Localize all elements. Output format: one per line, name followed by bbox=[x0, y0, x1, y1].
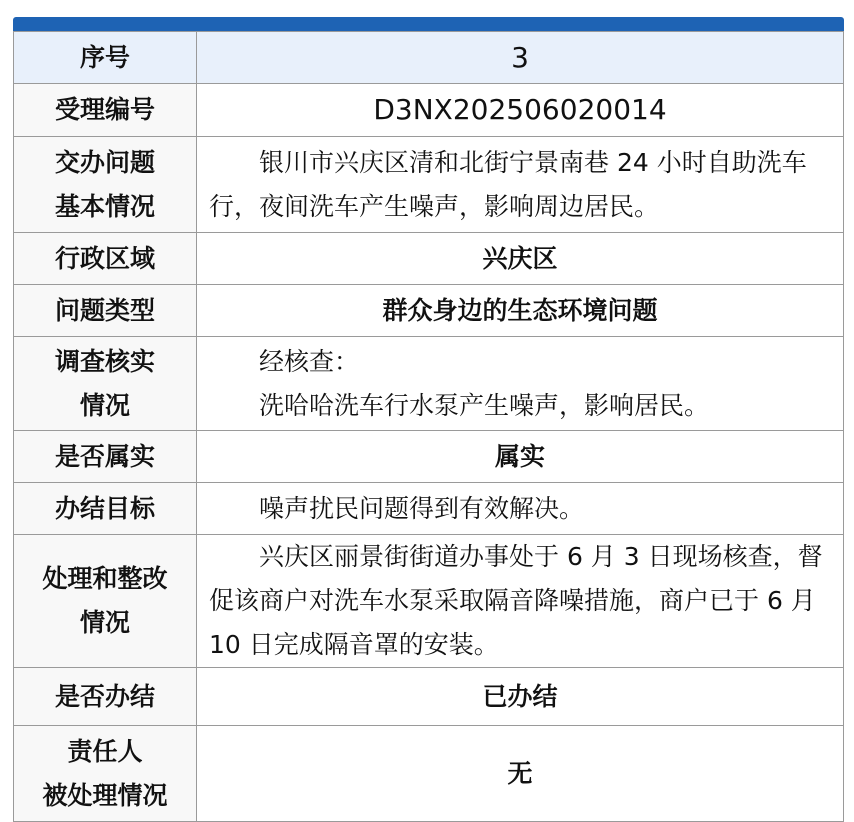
table-row bbox=[14, 337, 844, 431]
investigation-label: 调查核实 情况 bbox=[14, 337, 197, 431]
table-row bbox=[14, 233, 844, 285]
table-row bbox=[14, 285, 844, 337]
table-row bbox=[14, 32, 844, 84]
serial-value: 3 bbox=[197, 32, 844, 84]
handling-value: 兴庆区丽景街街道办事处于 6 月 3 日现场核查，督促该商户对洗车水泵采取隔音降噪措施，商户已于 6 月 10 日完成隔音罩的安装。 bbox=[209, 542, 823, 659]
investigation-line2: 洗哈哈洗车行水泵产生噪声，影响居民。 bbox=[259, 390, 710, 420]
is-true-label: 是否属实 bbox=[14, 431, 197, 483]
problem-type-value: 群众身边的生态环境问题 bbox=[197, 285, 844, 337]
table-row bbox=[14, 535, 844, 668]
table-row bbox=[14, 137, 844, 233]
table-row bbox=[14, 483, 844, 535]
closed-label: 是否办结 bbox=[14, 668, 197, 726]
region-label: 行政区域 bbox=[14, 233, 197, 285]
acceptance-no-label: 受理编号 bbox=[14, 84, 197, 137]
handling-label: 处理和整改 情况 bbox=[14, 535, 197, 668]
target-value: 噪声扰民问题得到有效解决。 bbox=[259, 493, 585, 523]
acceptance-no-value: D3NX202506020014 bbox=[197, 84, 844, 137]
is-true-value: 属实 bbox=[197, 431, 844, 483]
target-cell bbox=[197, 483, 844, 535]
investigation-line1: 经核查： bbox=[259, 346, 360, 376]
serial-label: 序号 bbox=[14, 32, 197, 84]
table-row bbox=[14, 726, 844, 822]
closed-value: 已办结 bbox=[197, 668, 844, 726]
problem-type-label: 问题类型 bbox=[14, 285, 197, 337]
target-label: 办结目标 bbox=[14, 483, 197, 535]
handling-cell bbox=[197, 535, 844, 668]
responsible-value: 无 bbox=[197, 726, 844, 822]
basic-info-value: 银川市兴庆区清和北街宁景南巷 24 小时自助洗车行，夜间洗车产生噪声，影响周边居民。 bbox=[209, 147, 807, 221]
basic-info-cell bbox=[197, 137, 844, 233]
basic-info-label: 交办问题 基本情况 bbox=[14, 137, 197, 233]
case-table bbox=[13, 31, 844, 822]
responsible-label: 责任人 被处理情况 bbox=[14, 726, 197, 822]
table-row bbox=[14, 431, 844, 483]
table-row bbox=[14, 668, 844, 726]
table-row bbox=[14, 84, 844, 137]
table-top-bar bbox=[13, 17, 844, 31]
investigation-cell bbox=[197, 337, 844, 431]
region-value: 兴庆区 bbox=[197, 233, 844, 285]
